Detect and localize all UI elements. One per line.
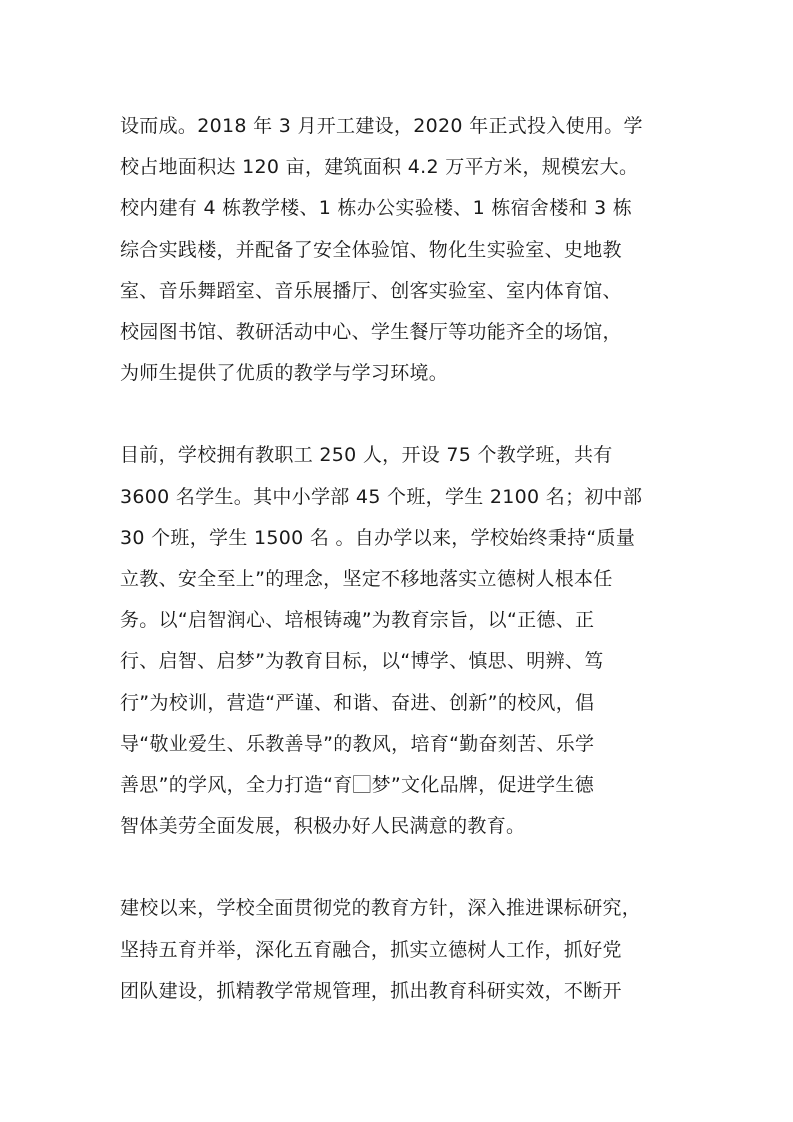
- text-line: 30 个班，学生 1500 名 。自办学以来，学校始终秉持“质量: [120, 526, 636, 549]
- paragraph-school-profile: [120, 435, 680, 847]
- text-line: 立教、安全至上”的理念，坚定不移地落实立德树人根本任: [120, 568, 613, 591]
- text-line: 导“敬业爱生、乐教善导”的教风，培育“勤奋刻苦、乐学: [120, 732, 595, 755]
- text-line: 3600 名学生。其中小学部 45 个班，学生 2100 名；初中部: [120, 485, 643, 508]
- text-line: 建校以来，学校全面贯彻党的教育方针，深入推进课标研究，: [120, 897, 642, 920]
- text-line: 团队建设，抓精教学常规管理，抓出教育科研实效，不断开: [120, 979, 622, 1002]
- text-line: 智体美劳全面发展，积极办好人民满意的教育。: [120, 815, 526, 838]
- paragraph-spacer: [120, 847, 680, 888]
- text-line: 善思”的学风，全力打造“育⃞梦”文化品牌，促进学生德: [120, 774, 595, 797]
- text-line: 校园图书馆、教研活动中心、学生餐厅等功能齐全的场馆，: [120, 321, 622, 344]
- text-line: 坚持五育并举，深化五育融合，抓实立德树人工作，抓好党: [120, 938, 622, 961]
- text-line: 目前，学校拥有教职工 250 人，开设 75 个教学班，共有: [120, 444, 613, 467]
- paragraph-campus-facilities: [120, 106, 680, 394]
- text-line: 校占地面积达 120 亩，建筑面积 4.2 万平方米，规模宏大。: [120, 156, 639, 179]
- paragraph-education-policy: [120, 888, 680, 1012]
- text-line: 务。以“启智润心、培根铸魂”为教育宗旨，以“正德、正: [120, 609, 595, 632]
- text-line: 设而成。2018 年 3 月开工建设，2020 年正式投入使用。学: [120, 115, 643, 137]
- paragraph-spacer: [120, 394, 680, 435]
- text-line: 行、启智、启梦”为教育目标，以“博学、慎思、明辨、笃: [120, 650, 604, 673]
- text-line: 为师生提供了优质的教学与学习环境。: [120, 362, 449, 385]
- text-line: 校内建有 4 栋教学楼、1 栋办公实验楼、1 栋宿舍楼和 3 栋: [120, 197, 633, 220]
- text-line: 行”为校训，营造“严谨、和谐、奋进、创新”的校风，倡: [120, 691, 595, 714]
- text-line: 室、音乐舞蹈室、音乐展播厅、创客实验室、室内体育馆、: [120, 279, 622, 302]
- document-body: [120, 106, 680, 1012]
- text-line: 综合实践楼，并配备了安全体验馆、物化生实验室、史地教: [120, 238, 622, 261]
